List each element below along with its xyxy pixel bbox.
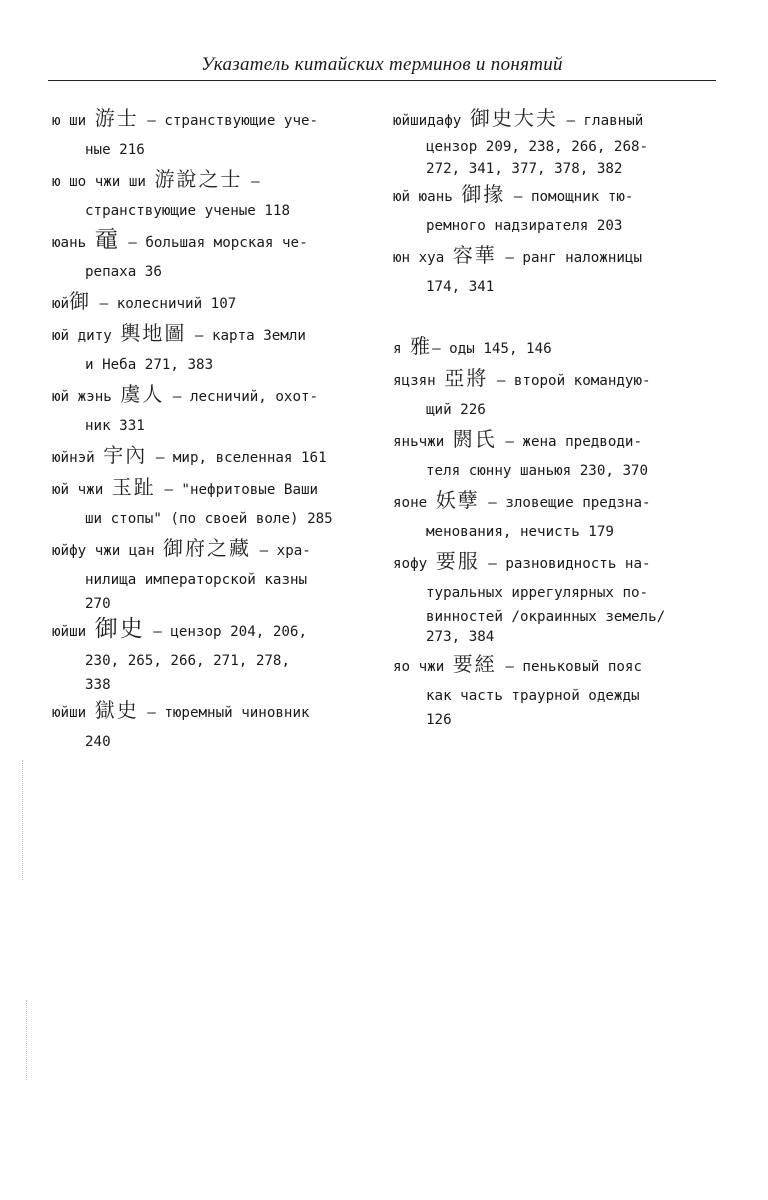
- entry-hanzi: 容華: [452, 243, 497, 267]
- header-divider: [48, 80, 716, 81]
- entry-hanzi: 虞人: [120, 382, 165, 406]
- entry-definition: — мир, вселенная 161: [155, 450, 327, 466]
- entry-continuation: туральных иррегулярных по-: [426, 585, 649, 601]
- index-entry: [393, 104, 705, 180]
- index-entry: [393, 547, 705, 648]
- entry-hanzi: 閼氏: [452, 427, 497, 451]
- entry-continuation: менования, нечисть 179: [426, 524, 614, 540]
- index-entry: [52, 441, 358, 473]
- scan-artifact: [26, 1000, 27, 1080]
- entry-definition: — оды 145, 146: [432, 341, 552, 357]
- entry-definition: — "нефритовые Ваши: [164, 482, 319, 498]
- entry-definition: — странствующие уче-: [147, 113, 319, 129]
- entry-transliteration: юйши: [52, 624, 87, 640]
- entry-definition: — тюремный чиновник: [147, 705, 310, 721]
- entry-transliteration: юй чжи: [52, 482, 104, 498]
- entry-transliteration: юйшидафу: [393, 113, 462, 129]
- entry-definition: — цензор 204, 206,: [153, 624, 308, 640]
- entry-transliteration: юй: [52, 296, 70, 312]
- entry-continuation: щий 226: [426, 402, 486, 418]
- index-entry: [52, 473, 358, 534]
- entry-definition: — разновидность на-: [488, 556, 651, 572]
- entry-continuation: 230, 265, 266, 271, 278,: [85, 653, 290, 669]
- entry-continuation: 126: [426, 712, 452, 728]
- entry-hanzi: 要絰: [452, 652, 497, 676]
- entry-definition: — жена предводи-: [505, 434, 643, 450]
- index-entry: [393, 486, 705, 547]
- index-entry: [52, 534, 358, 613]
- index-entry: [52, 696, 358, 757]
- entry-continuation: нилища императорской казны: [85, 572, 308, 588]
- entry-transliteration: юн хуа: [393, 250, 445, 266]
- index-entry: [52, 380, 358, 441]
- entry-definition: — второй командую-: [496, 373, 651, 389]
- entry-hanzi: 輿地圖: [120, 321, 187, 345]
- entry-hanzi: 御史大夫: [469, 106, 558, 130]
- entry-hanzi: 獄史: [94, 698, 139, 722]
- entry-hanzi: 玉趾: [111, 475, 156, 499]
- entry-continuation: 273, 384: [426, 629, 495, 645]
- entry-hanzi: 妖孽: [435, 488, 480, 512]
- entry-transliteration: яоне: [393, 495, 428, 511]
- entry-definition: — хра-: [259, 543, 311, 559]
- entry-continuation: ные 216: [85, 142, 145, 158]
- entry-continuation: 270: [85, 596, 111, 612]
- entry-transliteration: яо чжи: [393, 659, 445, 675]
- index-entry: [393, 650, 705, 729]
- entry-transliteration: юань: [52, 235, 87, 251]
- entry-continuation: ник 331: [85, 418, 145, 434]
- entry-continuation: цензор 209, 238, 266, 268-: [426, 139, 649, 155]
- entry-continuation: 174, 341: [426, 279, 495, 295]
- entry-definition: —: [251, 174, 260, 190]
- entry-continuation: теля сюнну шаньюя 230, 370: [426, 463, 649, 479]
- index-entry: [393, 241, 705, 302]
- entry-hanzi: 御掾: [461, 182, 506, 206]
- index-entry: [52, 226, 358, 287]
- entry-transliteration: юй юань: [393, 189, 453, 205]
- entry-hanzi: 游說之士: [154, 167, 243, 191]
- entry-definition: — помощник тю-: [513, 189, 634, 205]
- entry-hanzi: 游士: [94, 106, 139, 130]
- index-column-left: [52, 104, 358, 757]
- entry-continuation: ши стопы" (по своей воле) 285: [85, 511, 333, 527]
- entry-transliteration: юйфу чжи цан: [52, 543, 155, 559]
- page-header-title: Указатель китайских терминов и понятий: [201, 54, 563, 75]
- index-entry: [52, 287, 358, 319]
- entry-continuation: 338: [85, 677, 111, 693]
- entry-hanzi: 御史: [94, 616, 145, 642]
- entry-continuation: и Неба 271, 383: [85, 357, 214, 373]
- index-entry: [393, 332, 705, 364]
- entry-continuation: как часть траурной одежды: [426, 688, 640, 704]
- index-entry: [393, 180, 705, 241]
- index-entry: [393, 364, 705, 425]
- index-entry: [52, 104, 358, 165]
- entry-transliteration: ю ши: [52, 113, 87, 129]
- entry-continuation: репаха 36: [85, 264, 162, 280]
- entry-definition: — лесничий, охот-: [172, 389, 319, 405]
- entry-hanzi: 御: [69, 289, 92, 313]
- index-entry: [393, 425, 705, 486]
- entry-transliteration: юйши: [52, 705, 87, 721]
- entry-hanzi: 宇內: [103, 443, 148, 467]
- entry-definition: — большая морская че-: [128, 235, 308, 251]
- entry-continuation: 240: [85, 734, 111, 750]
- entry-hanzi: 御府之藏: [163, 536, 252, 560]
- entry-hanzi: 黿: [94, 227, 120, 253]
- entry-continuation: странствующие ученые 118: [85, 203, 290, 219]
- index-entry: [52, 615, 358, 694]
- scan-artifact: [22, 760, 23, 880]
- entry-hanzi: 雅: [410, 334, 433, 358]
- index-entry: [52, 165, 358, 226]
- entry-transliteration: юйнэй: [52, 450, 95, 466]
- entry-hanzi: 要服: [435, 549, 480, 573]
- entry-definition: — ранг наложницы: [505, 250, 643, 266]
- entry-hanzi: 亞將: [444, 366, 489, 390]
- entry-continuation: 272, 341, 377, 378, 382: [426, 161, 623, 177]
- entry-continuation: ремного надзирателя 203: [426, 218, 623, 234]
- entry-transliteration: яньчжи: [393, 434, 445, 450]
- entry-transliteration: яофу: [393, 556, 428, 572]
- entry-transliteration: ю шо чжи ши: [52, 174, 146, 190]
- entry-transliteration: я: [393, 341, 402, 357]
- index-column-right: [393, 104, 705, 729]
- entry-transliteration: юй диту: [52, 328, 112, 344]
- entry-continuation: винностей /окраинных земель/: [426, 609, 666, 625]
- entry-transliteration: юй жэнь: [52, 389, 112, 405]
- index-entry: [52, 319, 358, 380]
- entry-definition: — колесничий 107: [99, 296, 237, 312]
- entry-definition: — карта Земли: [194, 328, 306, 344]
- entry-transliteration: яцзян: [393, 373, 436, 389]
- entry-definition: — главный: [566, 113, 644, 129]
- entry-definition: — пеньковый пояс: [505, 659, 643, 675]
- entry-definition: — зловещие предзна-: [488, 495, 651, 511]
